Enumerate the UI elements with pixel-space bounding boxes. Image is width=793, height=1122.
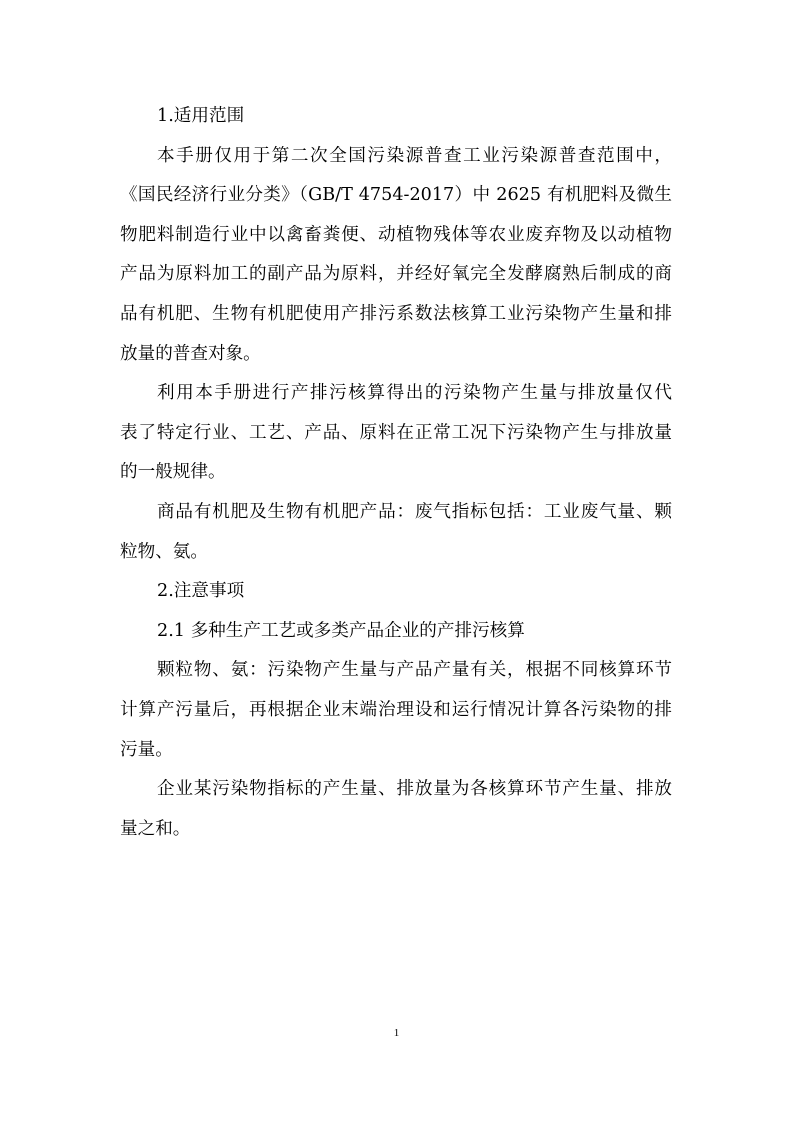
text-line: 《国民经济行业分类》（GB/T 4754-2017）中 2625 有机肥料及微生 xyxy=(120,185,672,206)
text-line: 粒物、氨。 xyxy=(120,541,208,562)
document-body xyxy=(120,97,672,849)
page-number: 1 xyxy=(393,1027,400,1039)
section-1-paragraph-1 xyxy=(120,137,672,375)
section-1-paragraph-2 xyxy=(120,374,672,493)
section-1-title: 1.适用范围 xyxy=(157,106,245,126)
text-line: 品有机肥、生物有机肥使用产排污系数法核算工业污染物产生量和排 xyxy=(120,303,672,324)
section-2-paragraph-2 xyxy=(120,770,672,849)
text-line: 利用本手册进行产排污核算得出的污染物产生量与排放量仅代 xyxy=(157,383,672,404)
text-line: 量之和。 xyxy=(120,818,191,839)
section-2-1-subtitle: 2.1 多种生产工艺或多类产品企业的产排污核算 xyxy=(157,620,525,641)
text-line: 计算产污量后，再根据企业末端治理设和运行情况计算各污染物的排 xyxy=(120,699,672,720)
text-line: 本手册仅用于第二次全国污染源普查工业污染源普查范围中， xyxy=(157,145,672,166)
text-line: 物肥料制造行业中以禽畜粪便、动植物残体等农业废弃物及以动植物 xyxy=(120,224,672,245)
text-line: 企业某污染物指标的产生量、排放量为各核算环节产生量、排放 xyxy=(157,779,672,800)
section-1-paragraph-3 xyxy=(120,493,672,572)
section-2-title: 2.注意事项 xyxy=(157,581,245,602)
section-2-paragraph-1 xyxy=(120,651,672,770)
text-line: 表了特定行业、工艺、产品、原料在正常工况下污染物产生与排放量 xyxy=(120,422,672,443)
text-line: 商品有机肥及生物有机肥产品：废气指标包括：工业废气量、颗 xyxy=(157,501,672,522)
text-line: 放量的普查对象。 xyxy=(120,343,261,364)
text-line: 产品为原料加工的副产品为原料，并经好氧完全发酵腐熟后制成的商 xyxy=(120,264,672,285)
text-line: 污量。 xyxy=(120,739,173,760)
text-line: 颗粒物、氨：污染物产生量与产品产量有关，根据不同核算环节 xyxy=(157,660,672,681)
text-line: 的一般规律。 xyxy=(120,462,226,483)
